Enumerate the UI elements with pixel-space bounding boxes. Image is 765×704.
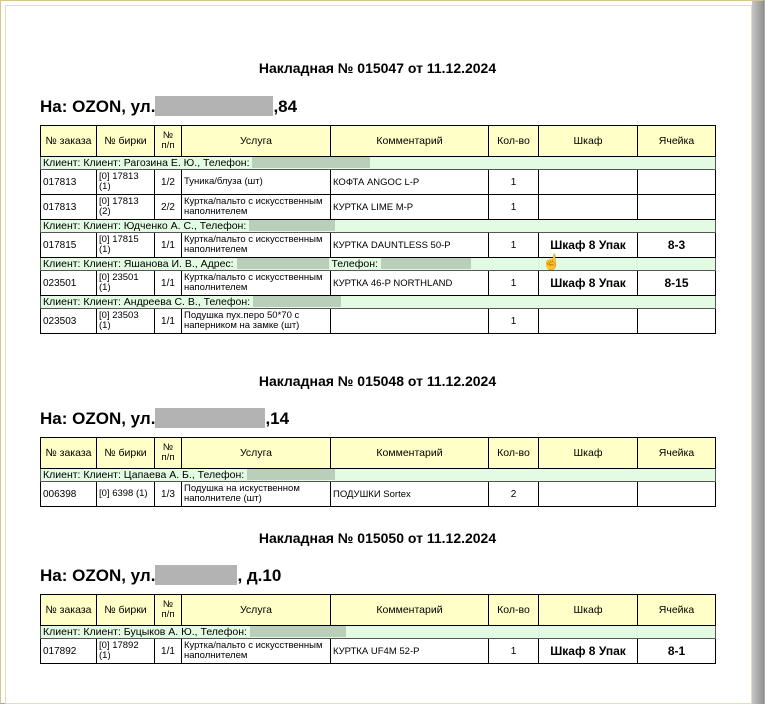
table-row[interactable]: 023501 [0] 23501 (1) 1/1 Куртка/пальто с искусственным наполнителем КУРТКА 46-P NORTHLAND 1 Шкаф 8 Упак 8-15: [41, 271, 716, 296]
client-row: Клиент: Клиент: Юдченко А. С., Телефон:: [41, 220, 716, 233]
table-header: № заказа № бирки № п/п Услуга Комментарий Кол-во Шкаф Ячейка: [41, 126, 716, 157]
client-row: Клиент: Клиент: Буцыков А. Ю., Телефон:: [41, 626, 716, 639]
recipient-line: На: OZON, ул. ,14: [40, 409, 290, 428]
table-row[interactable]: 017892 [0] 17892 (1) 1/1 Куртка/пальто с искусственным наполнителем КУРТКА UF4M 52-P 1 Шкаф 8 Упак 8-1: [41, 639, 716, 664]
invoice-table: [40, 437, 716, 507]
table-row[interactable]: 017813 [0] 17813 (1) 1/2 Туника/блуза (шт) КОФТА ANGOC L-P 1: [41, 170, 716, 195]
client-row: Клиент: Клиент: Яшанова И. В., Адрес: Телефон:: [41, 258, 716, 271]
hand-cursor-icon: ☝: [542, 254, 561, 271]
table-row[interactable]: 023503 [0] 23503 (1) 1/1 Подушка пух.перо 50*70 с наперником на замке (шт) 1: [41, 309, 716, 334]
invoice-015048: [40, 373, 715, 504]
invoice-title: Накладная № 015047 от 11.12.2024: [258, 60, 497, 76]
table-row[interactable]: 006398 [0] 6398 (1) 1/3 Подушка на искуственном наполнителе (шт) ПОДУШКИ Sortex 2: [41, 482, 716, 507]
table-row[interactable]: 017813 [0] 17813 (2) 2/2 Куртка/пальто с искусственным наполнителем КУРТКА LIME M-P 1: [41, 195, 716, 220]
recipient-line: На: OZON, ул. ,84: [40, 97, 298, 116]
invoice-015050: [40, 530, 715, 661]
redacted-street: [155, 408, 265, 428]
redacted-street: [155, 96, 273, 116]
table-header: № заказа № бирки № п/п Услуга Комментарий Кол-во Шкаф Ячейка: [41, 438, 716, 469]
invoice-title: Накладная № 015050 от 11.12.2024: [258, 530, 497, 546]
client-row: Клиент: Клиент: Цапаева А. Б., Телефон:: [41, 469, 716, 482]
invoice-table: [40, 125, 716, 334]
invoice-title: Накладная № 015048 от 11.12.2024: [258, 373, 497, 389]
invoice-015047: [40, 60, 715, 331]
redacted-street: [155, 565, 237, 585]
table-row[interactable]: 017815 [0] 17815 (1) 1/1 Куртка/пальто с искусственным наполнителем КУРТКА DAUNTLESS 50-P 1 Шкаф 8 Упак 8-3: [41, 233, 716, 258]
table-header: № заказа № бирки № п/п Услуга Комментарий Кол-во Шкаф Ячейка: [41, 595, 716, 626]
client-row: Клиент: Клиент: Андреева С. В., Телефон:: [41, 296, 716, 309]
recipient-line: На: OZON, ул. , д.10: [40, 566, 282, 585]
invoice-table: [40, 594, 716, 664]
client-row: Клиент: Клиент: Рагозина Е. Ю., Телефон:: [41, 157, 716, 170]
